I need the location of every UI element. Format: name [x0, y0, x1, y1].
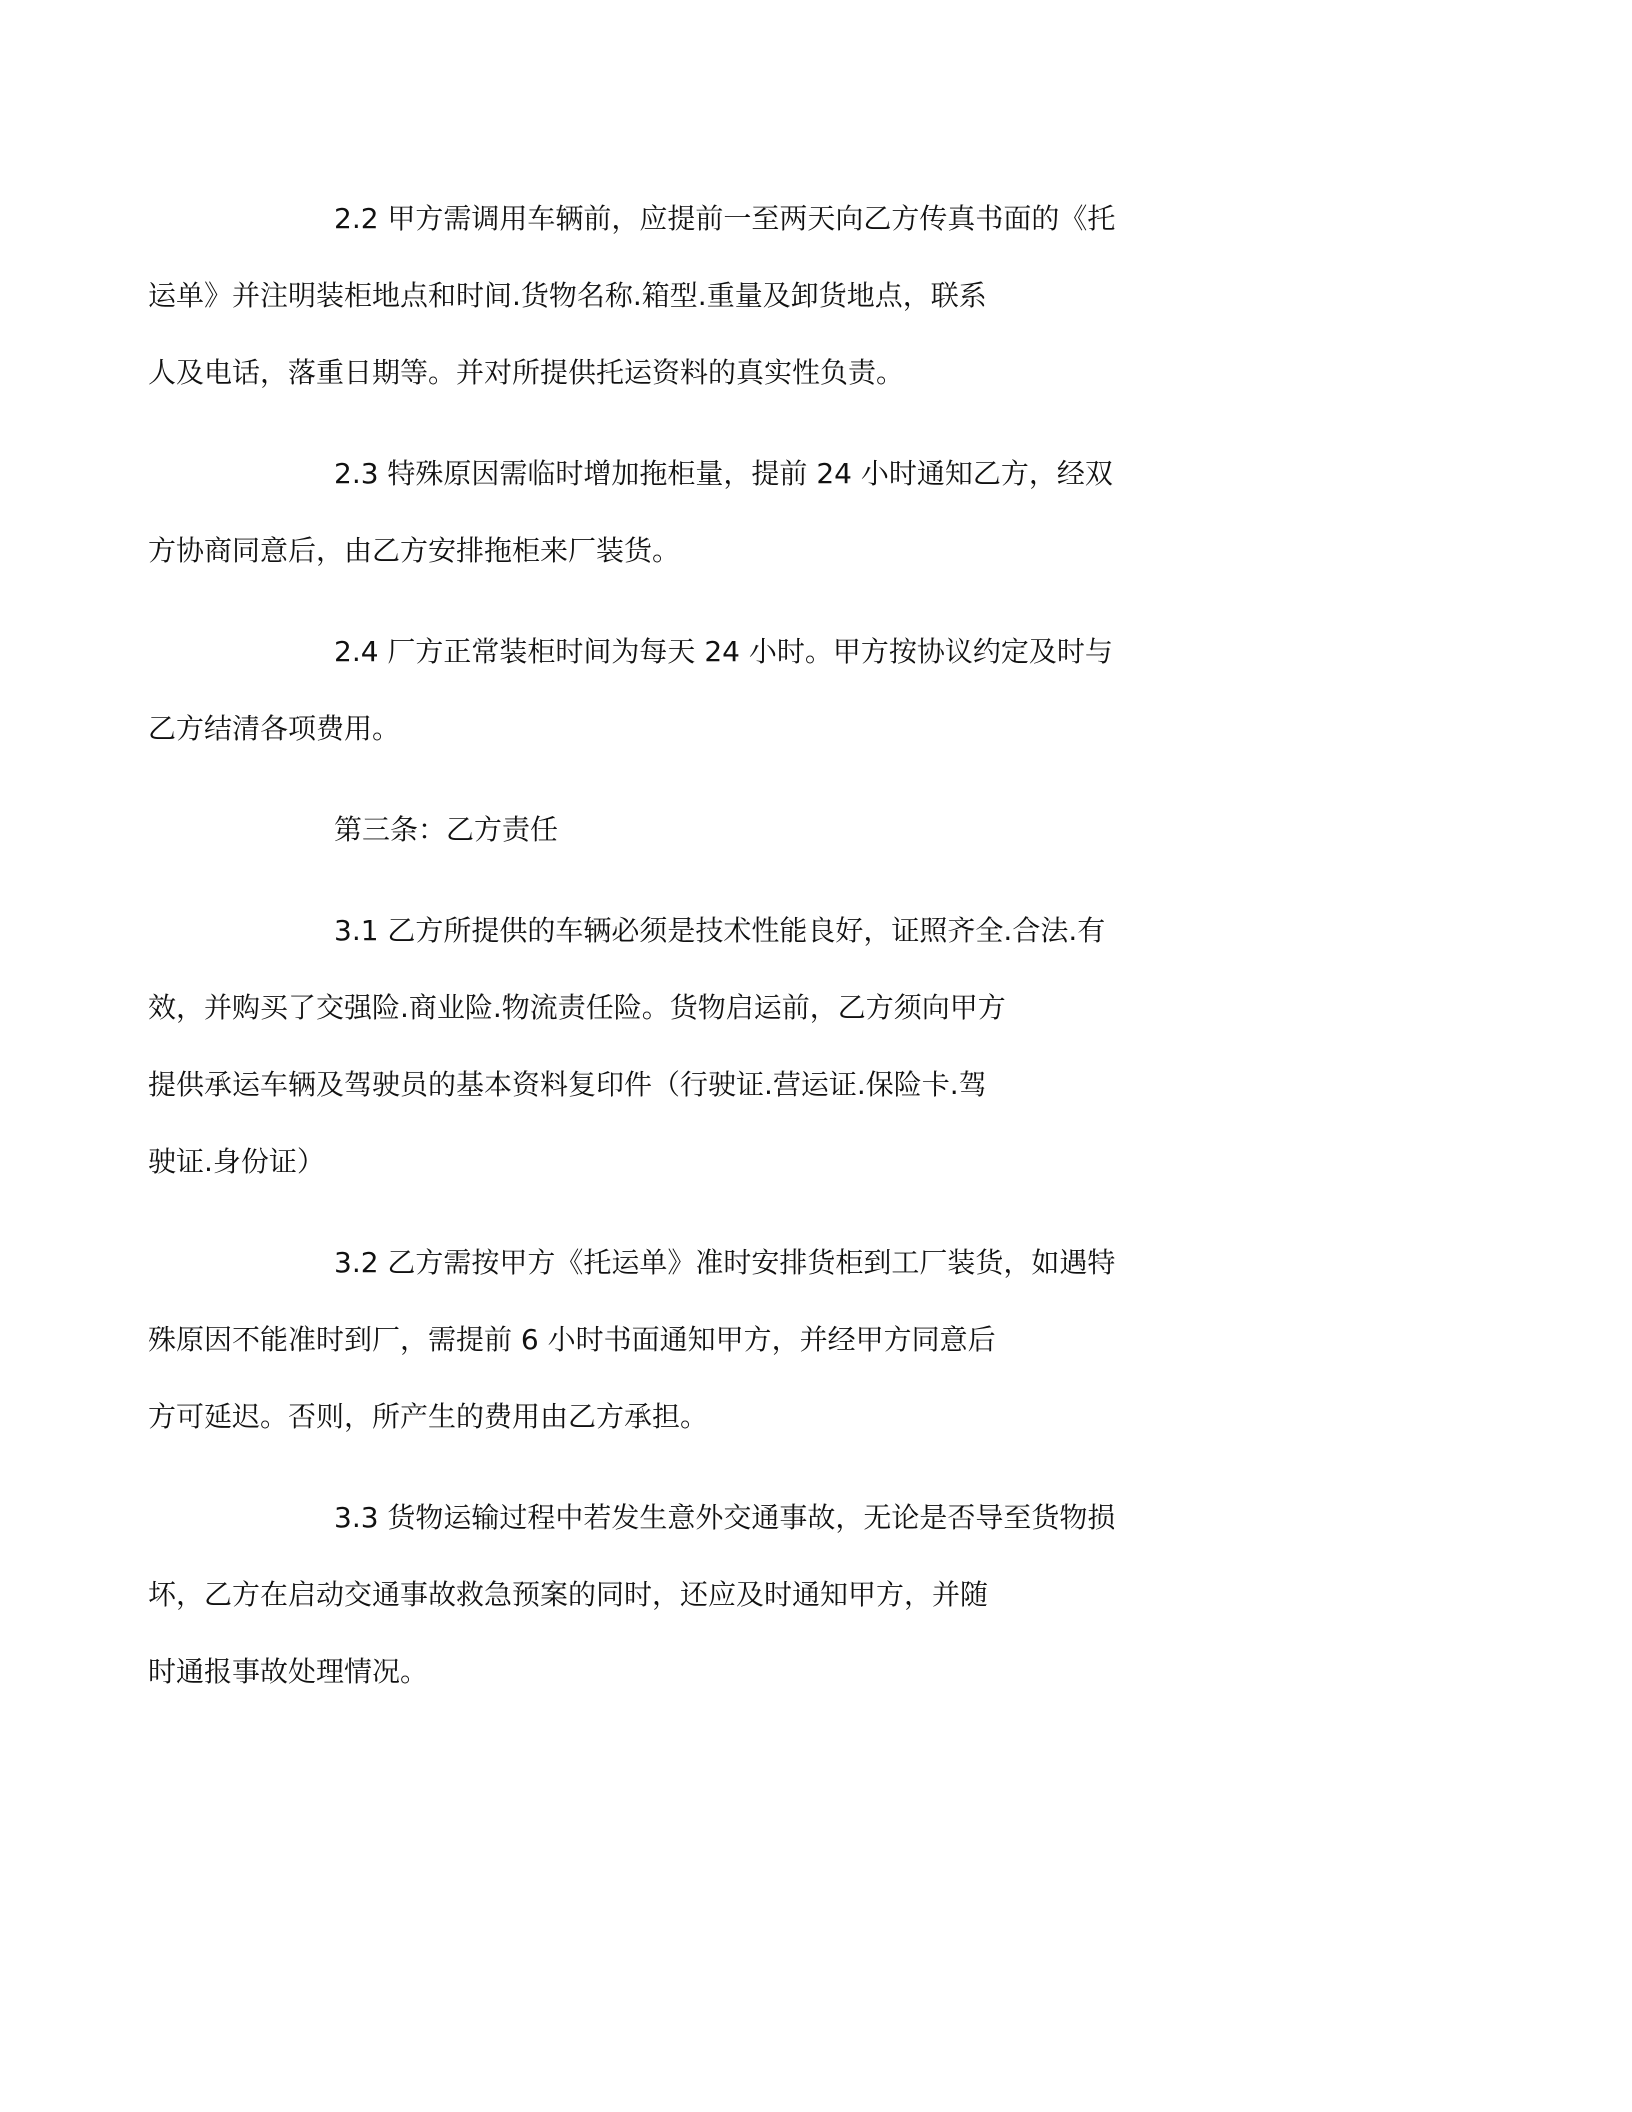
paragraph — [148, 892, 1391, 1200]
paragraph-line: 3.1 乙方所提供的车辆必须是技术性能良好，证照齐全.合法.有 — [334, 914, 1106, 947]
paragraph-line: 乙方结清各项费用。 — [148, 712, 401, 745]
paragraph — [148, 1479, 1391, 1710]
paragraph — [148, 613, 1391, 767]
paragraph-line: 方协商同意后，由乙方安排拖柜来厂装货。 — [148, 534, 681, 567]
paragraph-line: 提供承运车辆及驾驶员的基本资料复印件（行驶证.营运证.保险卡.驾 — [148, 1068, 987, 1101]
paragraph-line: 2.2 甲方需调用车辆前，应提前一至两天向乙方传真书面的《托 — [334, 202, 1116, 235]
paragraph — [148, 180, 1391, 411]
paragraph — [148, 1224, 1391, 1455]
paragraph-line: 驶证.身份证） — [148, 1145, 325, 1178]
paragraph-line: 人及电话，落重日期等。并对所提供托运资料的真实性负责。 — [148, 356, 905, 389]
paragraph-line: 时通报事故处理情况。 — [148, 1655, 429, 1688]
paragraph-line: 第三条：乙方责任 — [334, 813, 559, 846]
paragraph-line: 殊原因不能准时到厂，需提前 6 小时书面通知甲方，并经甲方同意后 — [148, 1323, 996, 1356]
paragraph — [148, 435, 1391, 589]
paragraph-line: 坏，乙方在启动交通事故救急预案的同时，还应及时通知甲方，并随 — [148, 1578, 989, 1611]
paragraph-line: 3.3 货物运输过程中若发生意外交通事故，无论是否导至货物损 — [334, 1501, 1116, 1534]
paragraph-line: 方可延迟。否则，所产生的费用由乙方承担。 — [148, 1400, 709, 1433]
paragraph-line: 3.2 乙方需按甲方《托运单》准时安排货柜到工厂装货，如遇特 — [334, 1246, 1116, 1279]
paragraph-line: 2.4 厂方正常装柜时间为每天 24 小时。甲方按协议约定及时与 — [334, 635, 1113, 668]
paragraph-line: 效，并购买了交强险.商业险.物流责任险。货物启运前，乙方须向甲方 — [148, 991, 1006, 1024]
paragraph-line: 运单》并注明装柜地点和时间.货物名称.箱型.重量及卸货地点，联系 — [148, 279, 987, 312]
paragraph-line: 2.3 特殊原因需临时增加拖柜量，提前 24 小时通知乙方，经双 — [334, 457, 1113, 490]
paragraph — [241, 791, 1391, 868]
document-body — [148, 180, 1391, 1734]
